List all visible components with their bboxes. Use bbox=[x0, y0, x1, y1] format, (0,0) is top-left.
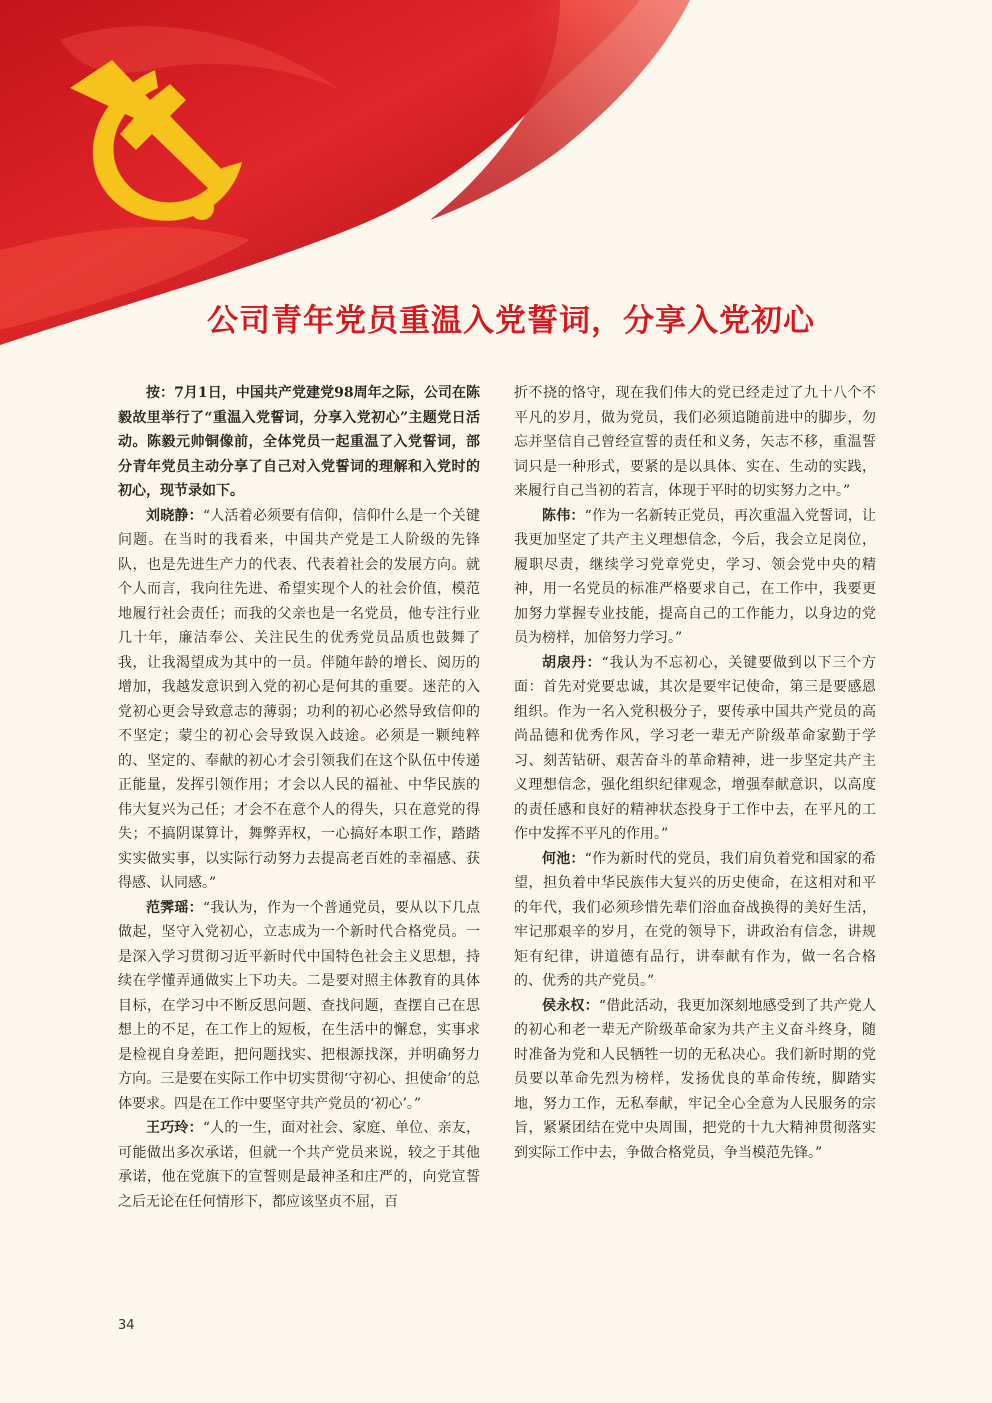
editor-preface: 按：7月1日，中国共产党建党98周年之际，公司在陈毅故里举行了“重温入党誓词，分享入党初心”主题党日活动。陈毅元帅铜像前，全体党员一起重温了入党誓词，部分青年党员主动分享了自己对入党誓词的理解和入党时的初心，现节录如下。 bbox=[118, 385, 480, 499]
header-banner bbox=[0, 0, 992, 370]
statement-continuation: 折不挠的恪守，现在我们伟大的党已经走过了九十八个不平凡的岁月，做为党员，我们必须追随前进中的脚步，勿忘并坚信自己曾经宣誓的责任和义务，矢志不移，重温誓词只是一种形式，要紧的是以具体、实在、生动的实践，来履行自己当初的若言，体现于平时的切实努力之中。” bbox=[514, 385, 876, 499]
speaker-name: 范霁瑶： bbox=[146, 899, 203, 916]
statement-text: “人的一生，面对社会、家庭、单位、亲友，可能做出多次承诺，但就一个共产党员来说，较之于其他承诺，他在党旗下的宣誓则是最神圣和庄严的，向党宣誓之后无论在任何情形下，都应该坚贞不屈，百 bbox=[118, 1120, 481, 1210]
statement-paragraph bbox=[514, 847, 876, 994]
speaker-name: 陈伟： bbox=[542, 507, 585, 524]
statement-text: “我认为，作为一个普通党员，要从以下几点做起，坚守入党初心，立志成为一个新时代合格党员。一是深入学习贯彻习近平新时代中国特色社会主义思想，持续在学懂弄通做实上下功夫。二是要对照主体教育的具体目标，在学习中不断反思问题、查找问题，查摆自己在思想上的不足，在工作上的短板，在生活中的懈怠，实事求是检视自身差距，把问题找实、把根源找深，并明确努力方向。三是要在实际工作中切实贯彻‘守初心、担使命’的总体要求。四是在工作中要坚守共产党员的‘初心’。” bbox=[118, 899, 481, 1112]
statement-paragraph bbox=[514, 651, 876, 847]
statement-paragraph bbox=[118, 504, 480, 896]
page-title: 公司青年党员重温入党誓词，分享入党初心 bbox=[207, 303, 815, 339]
speaker-name: 何池： bbox=[542, 850, 585, 867]
statement-paragraph bbox=[514, 504, 876, 651]
statement-paragraph bbox=[118, 896, 480, 1117]
statement-text: “借此活动，我更加深刻地感受到了共产党人的初心和老一辈无产阶级革命家为共产主义奋斗终身，随时准备为党和人民牺牲一切的无私决心。我们新时期的党员要以革命先烈为榜样，发扬优良的革命传统，脚踏实地，努力工作，无私奉献，牢记全心全意为人民服务的宗旨，紧紧团结在党中央周围，把党的十九大精神贯彻落实到实际工作中去，争做合格党员，争当模范先锋。” bbox=[514, 997, 877, 1161]
statement-text: “作为新时代的党员，我们肩负着党和国家的希望，担负着中华民族伟大复兴的历史使命，在这相对和平的年代，我们必须珍惜先辈们浴血奋战换得的美好生活，牢记那艰辛的岁月，在党的领导下，讲政治有信念，讲规矩有纪律，讲道德有品行，讲奉献有作为，做一名合格的、优秀的共产党员。” bbox=[514, 850, 877, 989]
statement-paragraph bbox=[118, 1116, 480, 1214]
speaker-name: 侯永权： bbox=[542, 997, 599, 1014]
statement-text: “我认为不忘初心，关键要做到以下三个方面：首先对党要忠诚，其次是要牢记使命，第三是要感恩组织。作为一名入党积极分子，要传承中国共产党员的高尚品德和优秀作风，学习老一辈无产阶级革命家勤于学习、刻苦钻研、艰苦奋斗的革命精神，进一步坚定共产主义理想信念，强化组织纪律观念，增强奉献意识，以高度的责任感和良好的精神状态投身于工作中去，在平凡的工作中发挥不平凡的作用。” bbox=[514, 654, 877, 842]
statement-text: “人活着必须要有信仰，信仰什么是一个关键问题。在当时的我看来，中国共产党是工人阶级的先锋队，也是先进生产力的代表、代表着社会的发展方向。就个人而言，我向往先进、希望实现个人的社会价值，模范地履行社会责任；而我的父亲也是一名党员，他专注行业几十年，廉洁奉公、关注民生的优秀党员品质也鼓舞了我，让我渴望成为其中的一员。伴随年龄的增长、阅历的增加，我越发意识到入党的初心是何其的重要。迷茫的入党初心更会导致意志的薄弱；功利的初心必然导致信仰的不坚定；蒙尘的初心会导致误入歧途。必须是一颗纯粹的、坚定的、奉献的初心才会引领我们在这个队伍中传递正能量，发挥引领作用；才会以人民的福祉、中华民族的伟大复兴为己任；才会不在意个人的得失，只在意党的得失；不搞阴谋算计，舞弊弄权，一心搞好本职工作，踏踏实实做实事，以实际行动努力去提高老百姓的幸福感、获得感、认同感。” bbox=[118, 507, 481, 891]
speaker-name: 刘晓静： bbox=[146, 507, 203, 524]
article-column-left bbox=[118, 381, 480, 1214]
speaker-name: 王巧玲： bbox=[146, 1120, 203, 1136]
page-number: 34 bbox=[118, 1318, 135, 1333]
statement-paragraph bbox=[514, 994, 876, 1166]
statement-text: “作为一名新转正党员，再次重温入党誓词，让我更加坚定了共产主义理想信念，今后，我会立足岗位，履职尽责，继续学习党章党史，学习、领会党中央的精神，用一名党员的标准严格要求自己，在工作中，我要更加努力掌握专业技能，提高自己的工作能力，以身边的党员为榜样，加倍努力学习。” bbox=[514, 507, 877, 646]
speaker-name: 胡扆丹： bbox=[542, 654, 602, 671]
article-column-right bbox=[514, 381, 876, 1165]
